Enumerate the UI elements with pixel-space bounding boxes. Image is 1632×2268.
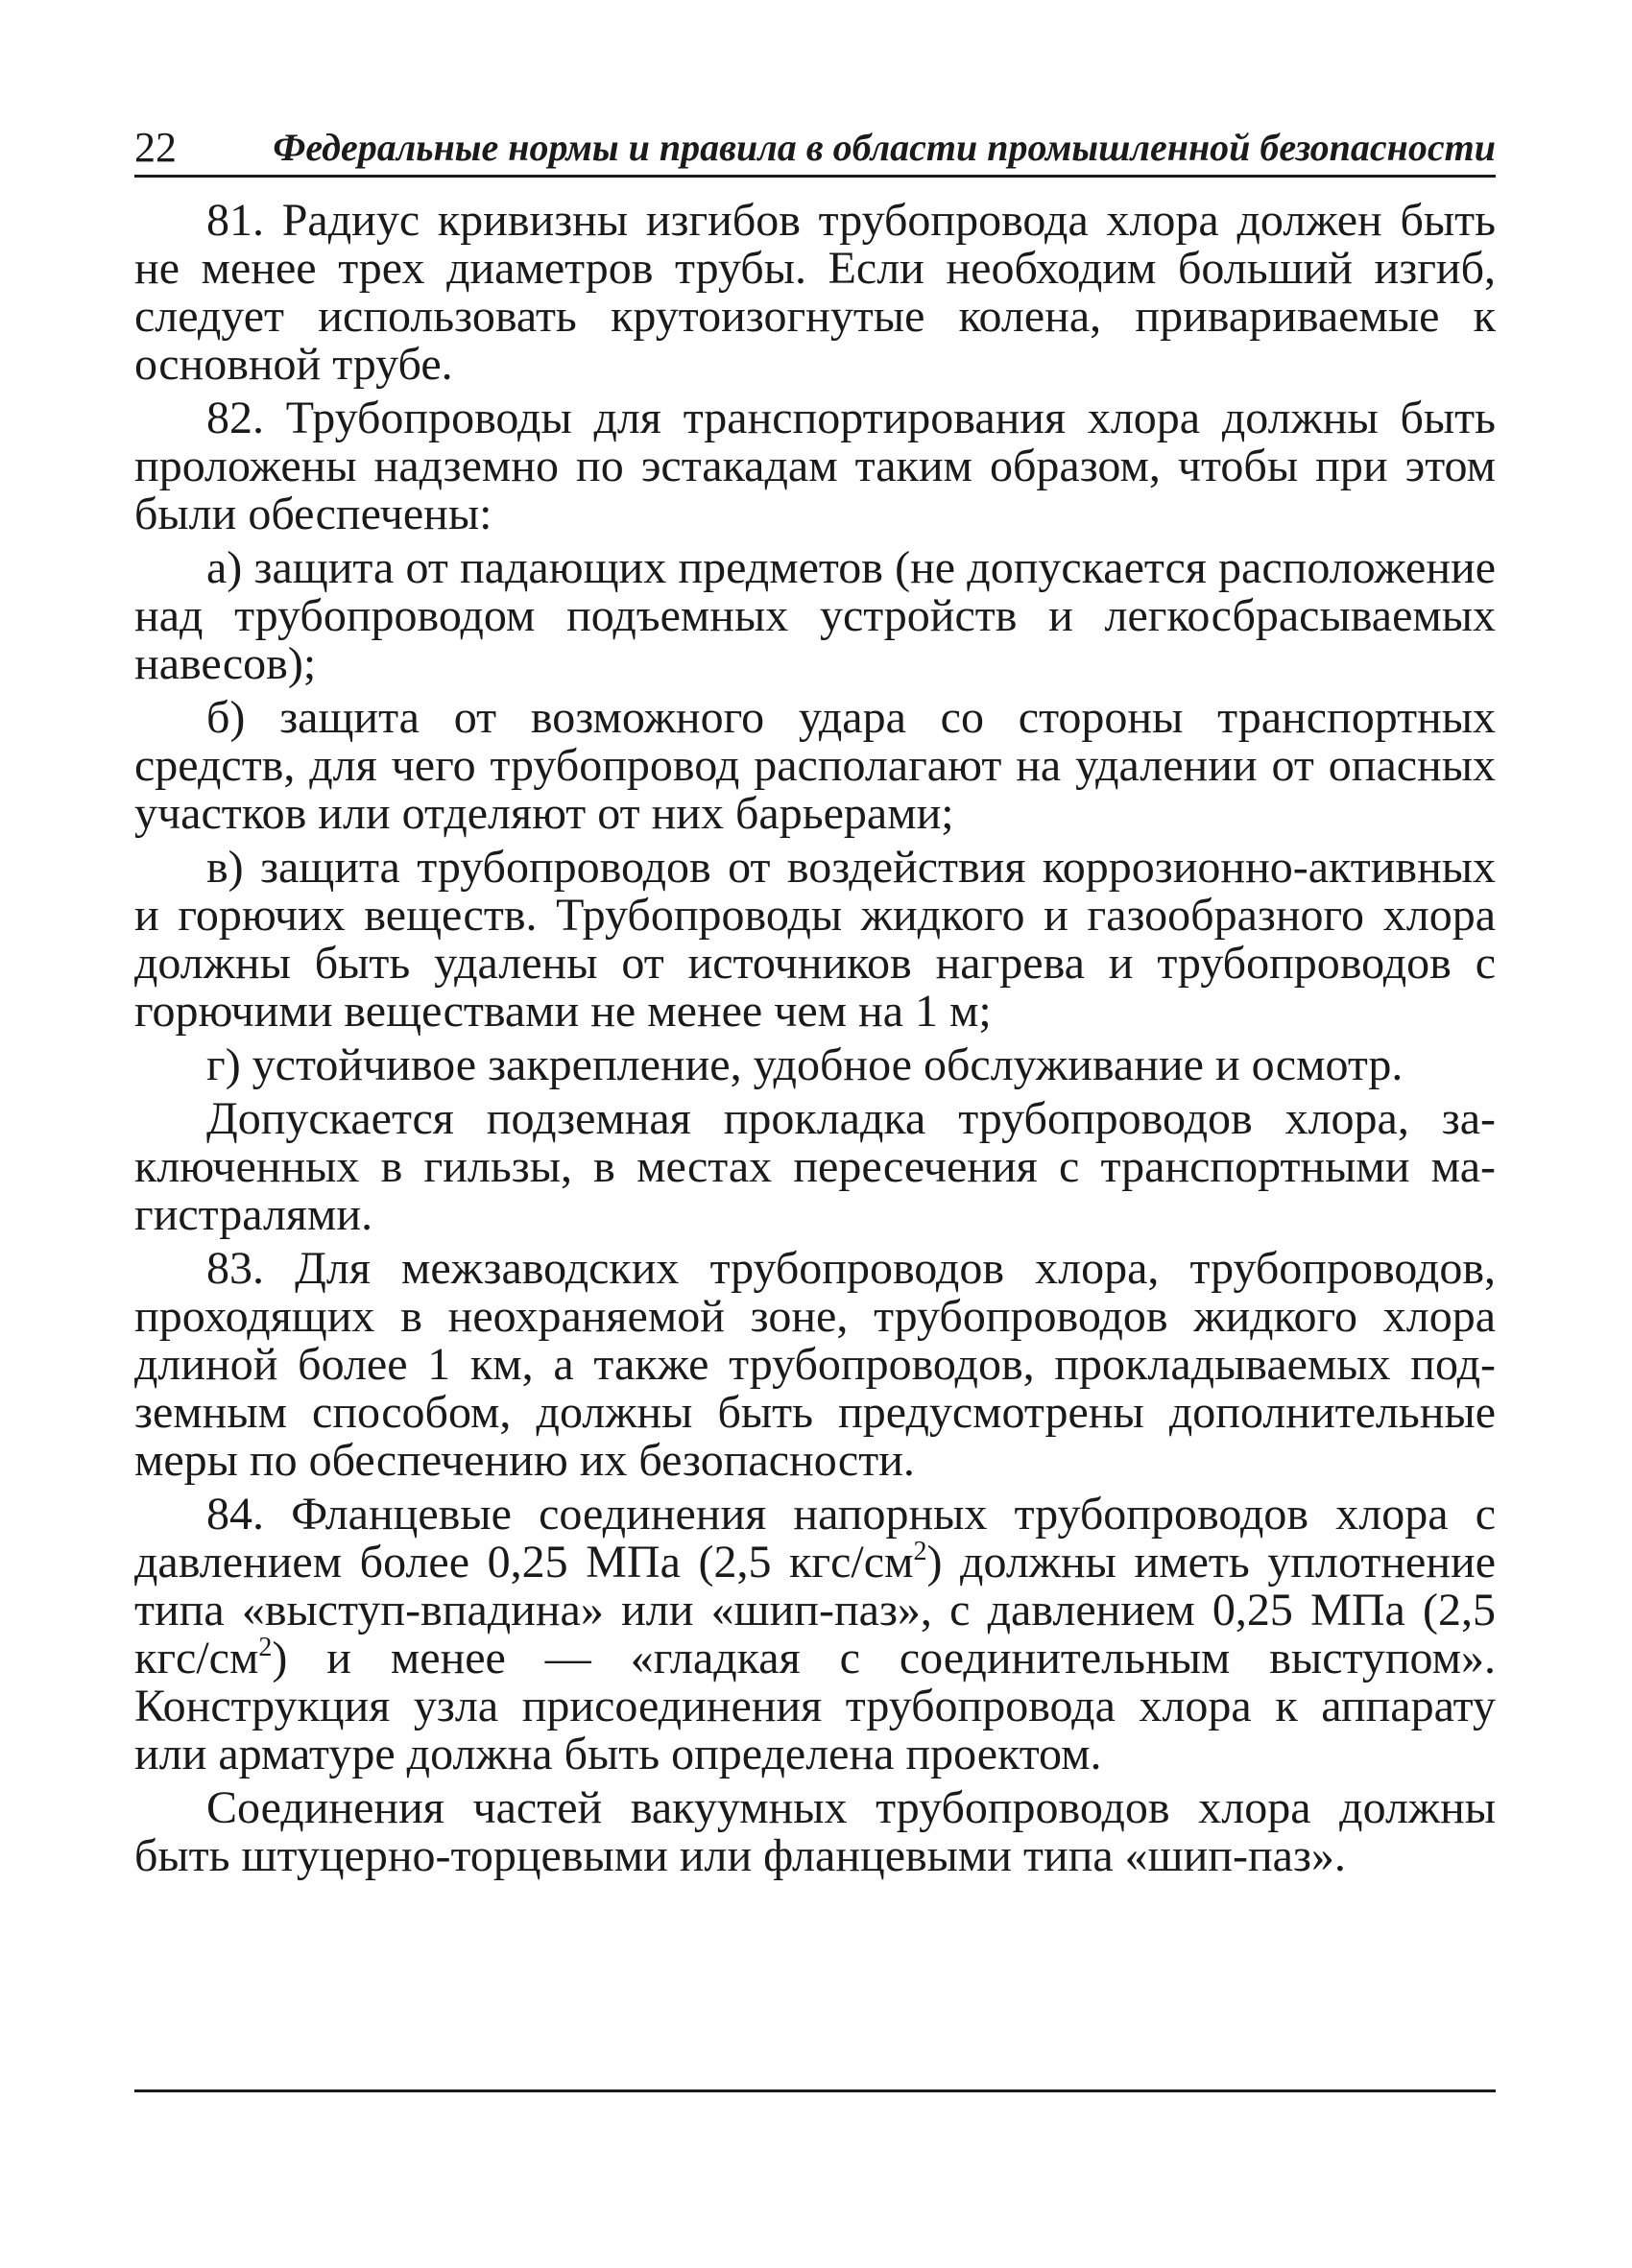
paragraph-vacuum-connections: Соединения частей вакуумных трубопроводов хлора должны быть штуцерно-торцевыми или фланцевыми типа «шип-паз». [134,1782,1496,1881]
running-header [134,123,1496,178]
paragraph-82-underground-note: Допускается подземная прокладка трубопроводов хлора, заключенных в гильзы, в местах пересечения с транспортными магистралями. [134,1093,1496,1240]
paragraph-82-item-b: б) защита от возможного удара со стороны транспортных средств, для чего трубопровод располагают на удалении от опасных участков или отделяют от них барьерами; [134,692,1496,839]
paragraph-84-text-3: ) и менее — «гладкая с соединительным выступом». Конструкция узла присоединения трубопровода хлора к аппарату или арматуре должна быть определена проектом. [134,1633,1496,1779]
paragraph-83: 83. Для межзаводских трубопроводов хлора, трубопроводов, проходящих в неохраняемой зоне, трубопроводов жидкого хлора длиной более 1 км, а также трубопроводов, прокладываемых подземным способом, должны быть предусмотрены дополнительные меры по обеспечению их безопасности. [134,1243,1496,1486]
paragraph-84-text-1: 84. Фланцевые соединения напорных трубопроводов хлора с давлением более 0,25 МПа (2,5 кгс/см [134,1489,1496,1588]
page-number: 22 [134,124,177,171]
body-text [134,197,1496,1880]
bottom-rule [134,2089,1496,2092]
paragraph-84-text-2: ) должны иметь уплотнение типа «выступ-впадина» или «шип-паз», с давлением 0,25 МПа (2,5 кгс/см [134,1537,1497,1683]
paragraph-82-item-a: а) защита от падающих предметов (не допускается расположение над трубопроводом подъемных устройств и легкосбрасываемых навесов); [134,542,1496,689]
paragraph-82-item-v: в) защита трубопроводов от воздействия коррозионно-активных и горючих веществ. Трубопроводы жидкого и газообразного хлора должны быть удалены от источников нагрева и трубопроводов с горючими веществами не менее чем на 1 м; [134,842,1496,1037]
paragraph-82: 82. Трубопроводы для транспортирования хлора должны быть проложены надземно по эстакадам таким образом, чтобы при этом были обеспечены: [134,393,1496,539]
paragraph-82-item-g: г) устойчивое закрепление, удобное обслуживание и осмотр. [206,1039,1404,1090]
running-header-title: Федеральные нормы и правила в области промышленной безопасности [273,126,1496,169]
paragraph-81: 81. Радиус кривизны изгибов трубопровода хлора должен быть не менее трех диаметров трубы. Если необходим больший изгиб, следует использовать крутоизогнутые колена, привариваемые к основной трубе. [134,195,1496,390]
superscript-2: 2 [258,1633,273,1662]
superscript-2: 2 [913,1537,927,1566]
paragraph-84 [134,1491,1496,1779]
